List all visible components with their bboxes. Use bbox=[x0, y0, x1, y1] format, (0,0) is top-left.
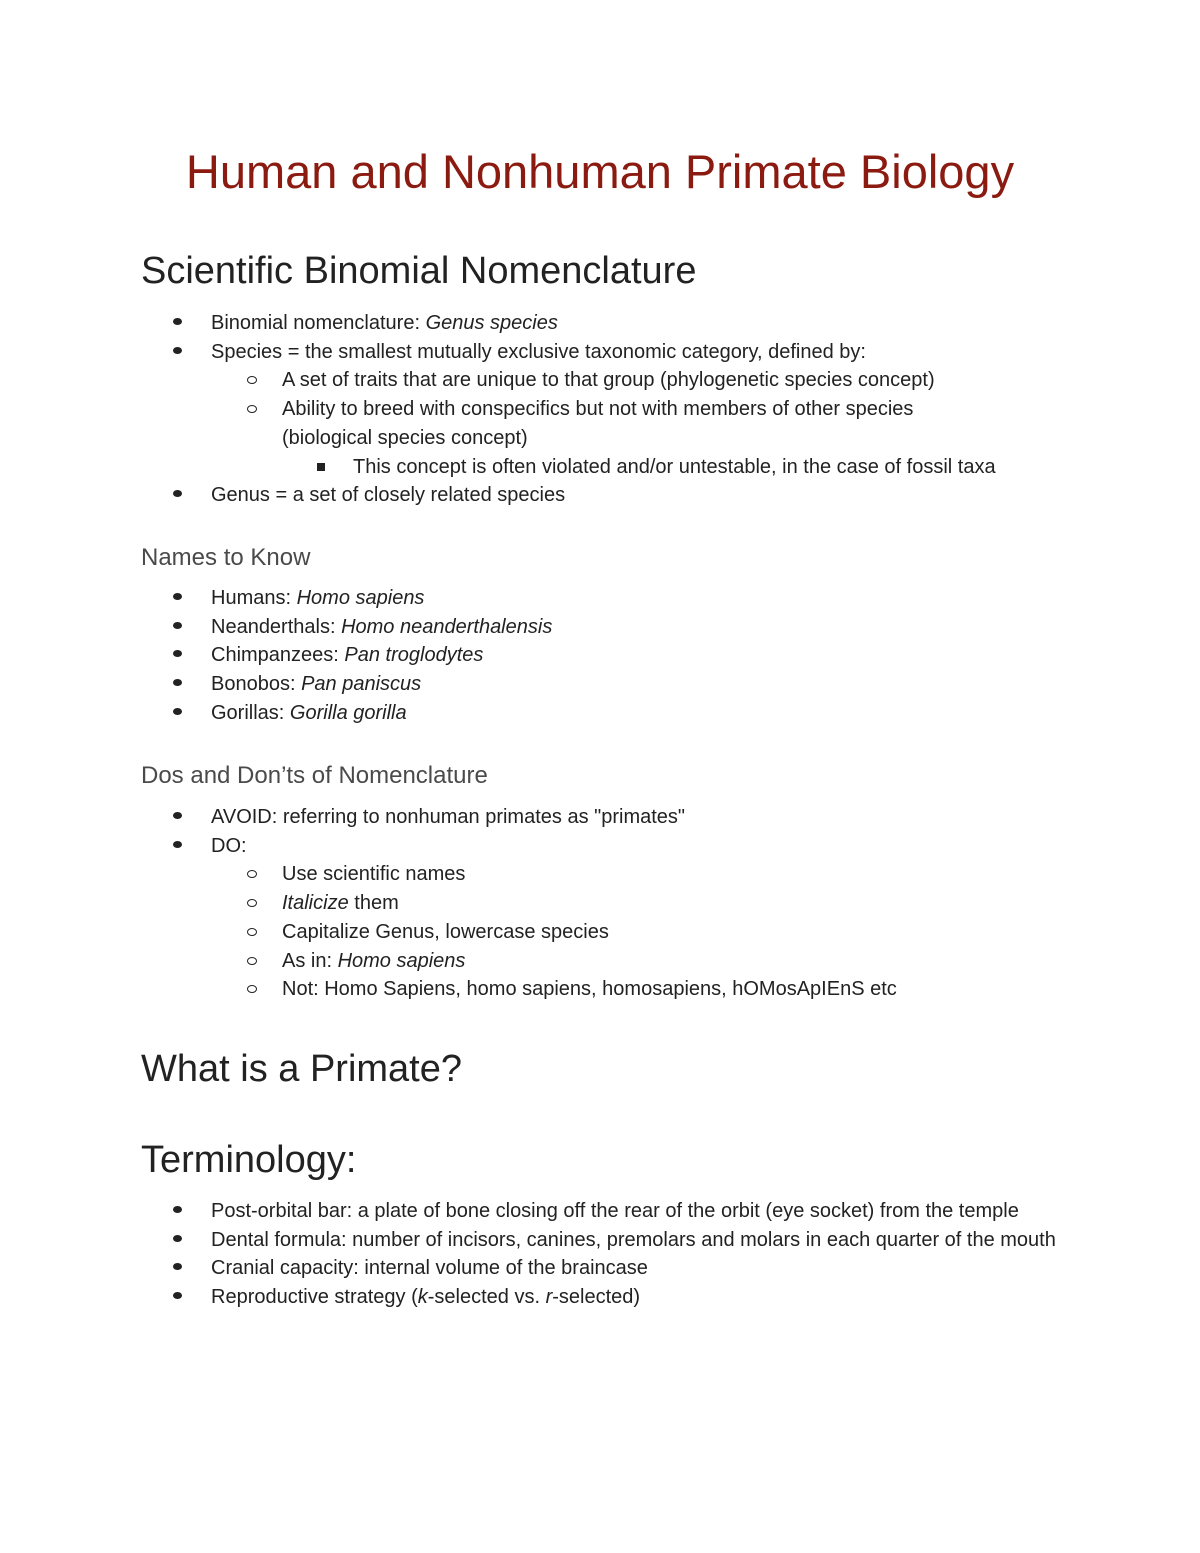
bullet-square-icon bbox=[317, 453, 327, 463]
list-item: As in: Homo sapiens bbox=[0, 947, 1072, 976]
bullet-circle-icon bbox=[247, 975, 259, 987]
bullet-disc-icon bbox=[173, 1283, 183, 1293]
list-item: Reproductive strategy (k-selected vs. r-selected) bbox=[0, 1283, 1081, 1312]
bullet-circle-icon bbox=[247, 889, 259, 901]
list-item: Post-orbital bar: a plate of bone closing off the rear of the orbit (eye socket) from the temple bbox=[0, 1197, 1081, 1226]
bullet-disc-icon bbox=[173, 613, 183, 623]
heading-names-to-know: Names to Know bbox=[141, 544, 311, 571]
dos-list bbox=[0, 803, 1200, 1004]
document-title: Human and Nonhuman Primate Biology bbox=[185, 145, 1015, 198]
list-item: Capitalize Genus, lowercase species bbox=[0, 918, 1072, 947]
bullet-disc-icon bbox=[173, 481, 183, 491]
list-item: This concept is often violated and/or untestable, in the case of fossil taxa bbox=[0, 453, 1073, 482]
nomenclature-list bbox=[0, 309, 1200, 510]
bullet-disc-icon bbox=[173, 832, 183, 842]
bullet-disc-icon bbox=[173, 699, 183, 709]
heading-nomenclature: Scientific Binomial Nomenclature bbox=[141, 250, 697, 292]
bullet-circle-icon bbox=[247, 947, 259, 959]
bullet-disc-icon bbox=[173, 670, 183, 680]
bullet-circle-icon bbox=[247, 860, 259, 872]
bullet-disc-icon bbox=[173, 338, 183, 348]
bullet-circle-icon bbox=[247, 395, 259, 407]
bullet-circle-icon bbox=[247, 366, 259, 378]
list-item: DO: bbox=[0, 832, 1081, 861]
bullet-disc-icon bbox=[173, 309, 183, 319]
list-item: Species = the smallest mutually exclusive taxonomic category, defined by: bbox=[0, 338, 1081, 367]
bullet-disc-icon bbox=[173, 641, 183, 651]
list-item: Gorillas: Gorilla gorilla bbox=[0, 699, 1081, 728]
heading-dos-and-donts: Dos and Don’ts of Nomenclature bbox=[141, 762, 488, 789]
bullet-disc-icon bbox=[173, 1197, 183, 1207]
bullet-disc-icon bbox=[173, 584, 183, 594]
list-item: Use scientific names bbox=[0, 860, 1072, 889]
heading-terminology: Terminology: bbox=[141, 1139, 357, 1181]
bullet-circle-icon bbox=[247, 918, 259, 930]
terminology-list bbox=[0, 1197, 1200, 1312]
list-item: Neanderthals: Homo neanderthalensis bbox=[0, 613, 1081, 642]
list-item: Not: Homo Sapiens, homo sapiens, homosapiens, hOMosApIEnS etc bbox=[0, 975, 1072, 1004]
list-item: Bonobos: Pan paniscus bbox=[0, 670, 1081, 699]
bullet-disc-icon bbox=[173, 1226, 183, 1236]
list-item: Humans: Homo sapiens bbox=[0, 584, 1081, 613]
bullet-disc-icon bbox=[173, 1254, 183, 1264]
list-item: Italicize them bbox=[0, 889, 1072, 918]
list-item: Ability to breed with conspecifics but not with members of other species (biological species concept) bbox=[0, 395, 982, 452]
list-item: Binomial nomenclature: Genus species bbox=[0, 309, 1081, 338]
list-item: Genus = a set of closely related species bbox=[0, 481, 1081, 510]
list-item: Chimpanzees: Pan troglodytes bbox=[0, 641, 1081, 670]
list-item: Dental formula: number of incisors, canines, premolars and molars in each quarter of the mouth bbox=[0, 1226, 1081, 1255]
bullet-disc-icon bbox=[173, 803, 183, 813]
heading-what-is-a-primate: What is a Primate? bbox=[141, 1048, 462, 1090]
list-item: A set of traits that are unique to that group (phylogenetic species concept) bbox=[0, 366, 1072, 395]
names-list bbox=[0, 584, 1200, 728]
list-item: Cranial capacity: internal volume of the braincase bbox=[0, 1254, 1081, 1283]
list-item: AVOID: referring to nonhuman primates as "primates" bbox=[0, 803, 1081, 832]
